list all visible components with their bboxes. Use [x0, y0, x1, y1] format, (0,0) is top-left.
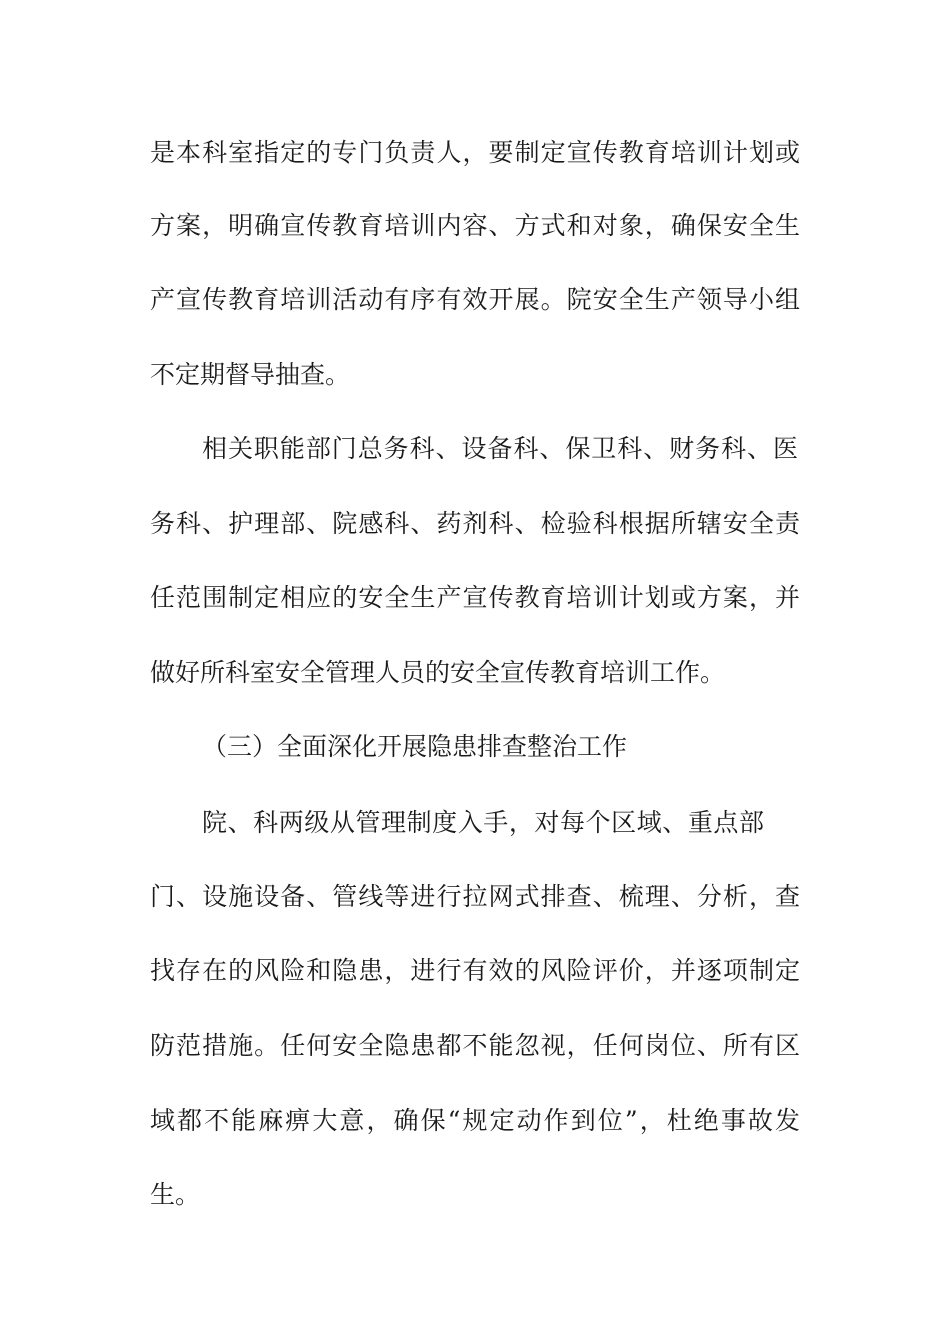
paragraph-line: 不定期督导抽查。	[150, 360, 351, 389]
paragraph-line: 任范围制定相应的安全生产宣传教育培训计划或方案，并	[150, 583, 800, 612]
section-heading: （三）全面深化开展隐患排查整治工作	[202, 732, 628, 761]
paragraph-line: 防范措施。任何安全隐患都不能忽视，任何岗位、所有区	[150, 1031, 800, 1060]
paragraph-line: 生。	[150, 1180, 201, 1209]
paragraph-line: 域都不能麻痹大意，确保“规定动作到位”，杜绝事故发	[150, 1106, 800, 1135]
paragraph-line: 务科、护理部、院感科、药剂科、检验科根据所辖安全责	[150, 509, 800, 538]
paragraph-line: 院、科两级从管理制度入手，对每个区域、重点部	[202, 808, 764, 837]
paragraph-line: 是本科室指定的专门负责人，要制定宣传教育培训计划或	[150, 138, 800, 167]
paragraph-line: 相关职能部门总务科、设备科、保卫科、财务科、医	[202, 434, 798, 463]
paragraph-line: 方案，明确宣传教育培训内容、方式和对象，确保安全生	[150, 211, 800, 240]
paragraph-line: 产宣传教育培训活动有序有效开展。院安全生产领导小组	[150, 285, 800, 314]
paragraph-line: 门、设施设备、管线等进行拉网式排查、梳理、分析，查	[150, 882, 800, 911]
paragraph-line: 找存在的风险和隐患，进行有效的风险评价，并逐项制定	[150, 956, 800, 985]
paragraph-line: 做好所科室安全管理人员的安全宣传教育培训工作。	[150, 658, 726, 687]
